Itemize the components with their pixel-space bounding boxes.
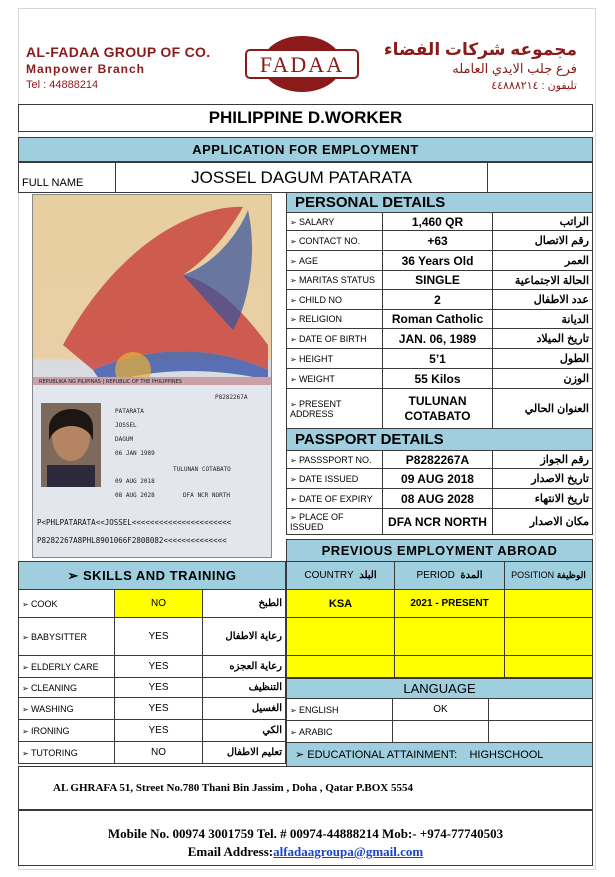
footer-contacts	[18, 810, 593, 866]
present-address-ar: العنوان الحالي	[493, 389, 593, 429]
passport-surname: PATARATA	[115, 408, 144, 415]
logo-text: FADAA	[259, 52, 345, 77]
personal-label: ➢ HEIGHT	[287, 349, 383, 369]
skill-label: ➢ COOK	[19, 590, 115, 618]
personal-label: ➢ CHILD NO	[287, 290, 383, 310]
passport-label-ar: تاريخ الاصدار	[493, 469, 593, 489]
passport-label: ➢ DATE ISSUED	[287, 469, 383, 489]
skill-label-ar: رعاية الاطفال	[203, 618, 286, 656]
email-link[interactable]: alfadaagroupa@gmail.com	[273, 844, 424, 859]
skill-label-ar: الطبخ	[203, 590, 286, 618]
personal-label: ➢ DATE OF BIRTH	[287, 329, 383, 349]
passport-dob: 06 JAN 1989	[115, 450, 155, 457]
passport-details-heading: PASSPORT DETAILS	[287, 429, 593, 451]
previous-employment-heading: PREVIOUS EMPLOYMENT ABROAD	[287, 540, 593, 562]
education-row: ➢ EDUCATIONAL ATTAINMENT: HIGHSCHOOL	[287, 743, 593, 767]
prev-country: KSA	[287, 590, 395, 618]
language-value: OK	[393, 699, 489, 721]
passport-banner: REPUBLIKA NG PILIPINAS | REPUBLIC OF THE PHILIPPINES	[39, 379, 182, 385]
personal-value: 55 Kilos	[383, 369, 493, 389]
previous-employment-table	[286, 539, 593, 678]
skill-label-ar: الكي	[203, 720, 286, 742]
prev-period: 2021 - PRESENT	[395, 590, 505, 618]
passport-mrz-2: P8282267A8PHL8901066F2808082<<<<<<<<<<<<<<	[37, 536, 227, 545]
full-name-value: JOSSEL DAGUM PATARATA	[115, 163, 487, 193]
email-line: Email Address:alfadaagroupa@gmail.com	[187, 844, 424, 859]
personal-label-ar: الوزن	[493, 369, 593, 389]
language-value	[393, 721, 489, 743]
language-label: ➢ ENGLISH	[287, 699, 393, 721]
personal-value: 1,460 QR	[383, 213, 493, 231]
company-tel-ar: تليفون : ٤٤٨٨٨٢١٤	[491, 80, 577, 92]
skill-value: NO	[115, 742, 203, 764]
personal-value: JAN. 06, 1989	[383, 329, 493, 349]
contact-numbers: Mobile No. 00974 3001759 Tel. # 00974-44888214 Mob:- +974-77740503	[107, 826, 504, 841]
document-title: PHILIPPINE D.WORKER	[18, 104, 593, 132]
skill-label: ➢ ELDERLY CARE	[19, 656, 115, 678]
passport-number-text: P8282267A	[215, 394, 248, 401]
passport-given-name: JOSSEL	[115, 422, 137, 429]
language-table	[286, 678, 593, 767]
full-name-row	[18, 162, 593, 193]
skill-value: YES	[115, 618, 203, 656]
personal-label-ar: العمر	[493, 251, 593, 271]
personal-label-ar: عدد الاطفال	[493, 290, 593, 310]
company-branch-ar: فرع جلب الايدي العامله	[452, 61, 577, 76]
skill-value: YES	[115, 678, 203, 698]
skill-label-ar: رعاية العجزه	[203, 656, 286, 678]
passport-mrz-1: P<PHLPATARATA<<JOSSEL<<<<<<<<<<<<<<<<<<<<<<	[37, 518, 232, 527]
passport-issued: 09 AUG 2018	[115, 478, 155, 485]
passport-label-ar: مكان الاصدار	[493, 509, 593, 535]
personal-label-ar: الحالة الاجتماعية	[493, 271, 593, 290]
passport-label-ar: رقم الجواز	[493, 451, 593, 469]
company-name: AL-FADAA GROUP OF CO.	[26, 44, 211, 60]
company-header-ar	[384, 40, 577, 92]
personal-value: 5’1	[383, 349, 493, 369]
passport-value: DFA NCR NORTH	[383, 509, 493, 535]
personal-value: 36 Years Old	[383, 251, 493, 271]
personal-label-ar: الديانة	[493, 310, 593, 329]
passport-photo	[32, 194, 272, 558]
present-address-label: ➢ PRESENT ADDRESS	[287, 389, 383, 429]
company-tel: Tel : 44888214	[26, 79, 99, 91]
passport-scan-image	[33, 195, 272, 558]
passport-place-of-birth: TULUNAN COTABATO	[173, 466, 231, 473]
application-subtitle: APPLICATION FOR EMPLOYMENT	[18, 137, 593, 162]
personal-label-ar: تاريخ الميلاد	[493, 329, 593, 349]
skill-label-ar: التنظيف	[203, 678, 286, 698]
col-position: POSITION الوظيفة	[505, 562, 593, 590]
passport-label-ar: تاريخ الانتهاء	[493, 489, 593, 509]
personal-value: 2	[383, 290, 493, 310]
personal-label: ➢ AGE	[287, 251, 383, 271]
passport-value: P8282267A	[383, 451, 493, 469]
company-header-en	[26, 44, 210, 91]
personal-label-ar: رقم الاتصال	[493, 231, 593, 251]
personal-label: ➢ SALARY	[287, 213, 383, 231]
skills-table	[18, 561, 286, 764]
passport-label: ➢ DATE OF EXPIRY	[287, 489, 383, 509]
personal-label-ar: الطول	[493, 349, 593, 369]
personal-label: ➢ CONTACT NO.	[287, 231, 383, 251]
company-branch: Manpower Branch	[26, 62, 146, 76]
language-heading: LANGUAGE	[287, 679, 593, 699]
personal-details-heading: PERSONAL DETAILS	[287, 193, 593, 213]
passport-value: 09 AUG 2018	[383, 469, 493, 489]
skill-value: YES	[115, 656, 203, 678]
prev-position	[505, 590, 593, 618]
personal-value: Roman Catholic	[383, 310, 493, 329]
passport-authority: DFA NCR NORTH	[183, 492, 230, 499]
skill-value: YES	[115, 720, 203, 742]
skill-label: ➢ IRONING	[19, 720, 115, 742]
skill-label: ➢ BABYSITTER	[19, 618, 115, 656]
personal-label: ➢ RELIGION	[287, 310, 383, 329]
passport-value: 08 AUG 2028	[383, 489, 493, 509]
fadaa-logo	[242, 34, 362, 94]
personal-value: +63	[383, 231, 493, 251]
passport-label: ➢ PASSSPORT NO.	[287, 451, 383, 469]
company-name-ar: مجموعه شركات الفضاء	[383, 40, 577, 59]
skill-label-ar: تعليم الاطفال	[203, 742, 286, 764]
skill-label: ➢ CLEANING	[19, 678, 115, 698]
col-country: COUNTRY البلد	[287, 562, 395, 590]
personal-label: ➢ WEIGHT	[287, 369, 383, 389]
skill-label: ➢ WASHING	[19, 698, 115, 720]
personal-details-table	[286, 192, 593, 535]
full-name-label: FULL NAME	[19, 163, 116, 193]
footer-address: AL GHRAFA 51, Street No.780 Thani Bin Jassim , Doha , Qatar P.BOX 5554	[18, 766, 593, 810]
personal-value: SINGLE	[383, 271, 493, 290]
skills-heading: ➢ SKILLS AND TRAINING	[19, 562, 286, 590]
skill-value: YES	[115, 698, 203, 720]
personal-label: ➢ MARITAS STATUS	[287, 271, 383, 290]
present-address-value: TULUNAN COTABATO	[383, 389, 493, 429]
skill-label: ➢ TUTORING	[19, 742, 115, 764]
col-period: PERIOD المدة	[395, 562, 505, 590]
language-label: ➢ ARABIC	[287, 721, 393, 743]
skill-label-ar: الغسيل	[203, 698, 286, 720]
passport-expiry: 08 AUG 2028	[115, 492, 155, 499]
skill-value: NO	[115, 590, 203, 618]
passport-label: ➢ PLACE OF ISSUED	[287, 509, 383, 535]
personal-label-ar: الراتب	[493, 213, 593, 231]
passport-middle-name: DAGUM	[115, 436, 134, 443]
